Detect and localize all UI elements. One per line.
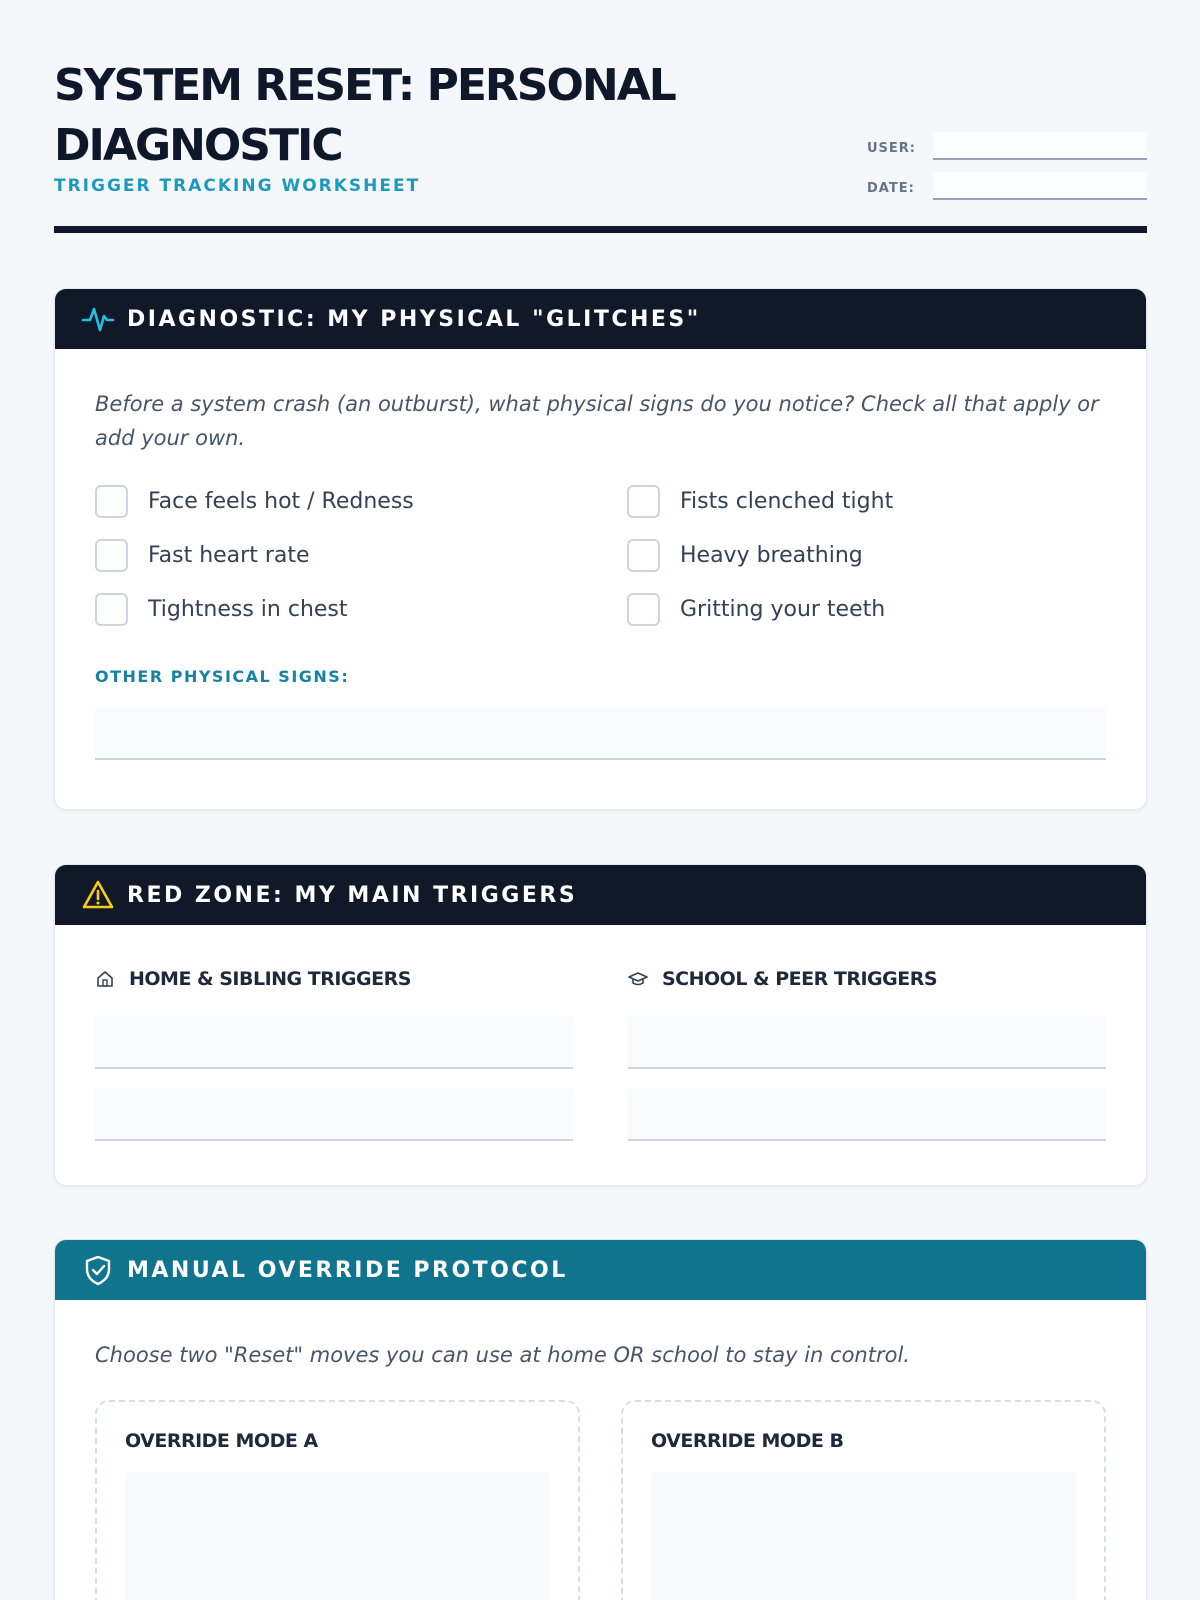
worksheet-header (54, 0, 1147, 234)
home-triggers-header (95, 965, 573, 993)
page-title: SYSTEM RESET: PERSONAL DIAGNOSTIC (54, 60, 675, 171)
override-mode-b-box (621, 1400, 1106, 1600)
checkbox-item[interactable] (95, 537, 627, 573)
diagnostic-card (54, 288, 1147, 810)
pulse-icon (81, 302, 115, 336)
meta-fields (867, 132, 1147, 212)
checkbox[interactable] (95, 593, 128, 626)
home-triggers-label: HOME & SIBLING TRIGGERS (129, 968, 411, 990)
checkbox-label: Fast heart rate (148, 542, 310, 568)
diagnostic-intro: Before a system crash (an outburst), what physical signs do you notice? Check all that apply or add your own. (95, 392, 1099, 450)
override-card (54, 1239, 1147, 1600)
page-subtitle: TRIGGER TRACKING WORKSHEET (54, 176, 421, 196)
home-icon (95, 969, 115, 989)
warning-icon (81, 878, 115, 912)
home-trigger-field[interactable] (95, 1017, 573, 1069)
override-mode-a-box (95, 1400, 580, 1600)
override-mode-a-field[interactable] (125, 1472, 550, 1600)
override-mode-b-field[interactable] (651, 1472, 1076, 1600)
physical-signs-checklist (95, 483, 1106, 627)
override-modes (95, 1400, 1106, 1600)
school-triggers-label: SCHOOL & PEER TRIGGERS (662, 968, 938, 990)
user-field[interactable] (933, 132, 1147, 160)
checkbox[interactable] (95, 539, 128, 572)
triggers-body (55, 925, 1146, 1181)
school-trigger-field[interactable] (628, 1089, 1106, 1141)
home-trigger-field[interactable] (95, 1089, 573, 1141)
checkbox-label: Face feels hot / Redness (148, 488, 414, 514)
override-heading: MANUAL OVERRIDE PROTOCOL (127, 1257, 568, 1283)
checkbox-item[interactable] (627, 591, 1097, 627)
checkbox-item[interactable] (95, 591, 627, 627)
checkbox-item[interactable] (95, 483, 627, 519)
home-triggers-column (95, 965, 573, 1141)
shield-check-icon (81, 1253, 115, 1287)
checkbox-item[interactable] (627, 483, 1097, 519)
diagnostic-body (55, 349, 1146, 800)
override-card-header (55, 1240, 1146, 1300)
override-mode-a-label: OVERRIDE MODE A (125, 1430, 318, 1452)
trigger-columns (95, 965, 1106, 1141)
override-mode-b-label: OVERRIDE MODE B (651, 1430, 844, 1452)
graduation-cap-icon (628, 969, 648, 989)
school-triggers-header (628, 965, 1106, 993)
worksheet-page (54, 0, 1147, 1452)
triggers-heading: RED ZONE: MY MAIN TRIGGERS (127, 882, 578, 908)
other-signs-label: OTHER PHYSICAL SIGNS: (95, 667, 350, 686)
diagnostic-card-header (55, 289, 1146, 349)
override-intro: Choose two "Reset" moves you can use at home OR school to stay in control. (95, 1343, 910, 1367)
date-label: DATE: (867, 181, 915, 196)
other-signs-field[interactable] (95, 708, 1106, 760)
checkbox[interactable] (627, 485, 660, 518)
checkbox-label: Gritting your teeth (680, 596, 886, 622)
override-body (55, 1300, 1146, 1600)
checkbox[interactable] (627, 539, 660, 572)
header-divider (54, 226, 1147, 233)
checkbox-label: Tightness in chest (148, 596, 348, 622)
user-row (867, 132, 1147, 160)
checkbox-label: Fists clenched tight (680, 488, 894, 514)
triggers-card-header (55, 865, 1146, 925)
checkbox[interactable] (627, 593, 660, 626)
school-triggers-column (628, 965, 1106, 1141)
triggers-card (54, 864, 1147, 1186)
checkbox-label: Heavy breathing (680, 542, 863, 568)
checkbox[interactable] (95, 485, 128, 518)
date-row (867, 172, 1147, 200)
checkbox-item[interactable] (627, 537, 1097, 573)
school-trigger-field[interactable] (628, 1017, 1106, 1069)
diagnostic-heading: DIAGNOSTIC: MY PHYSICAL "GLITCHES" (127, 306, 701, 332)
user-label: USER: (867, 141, 917, 156)
date-field[interactable] (933, 172, 1147, 200)
